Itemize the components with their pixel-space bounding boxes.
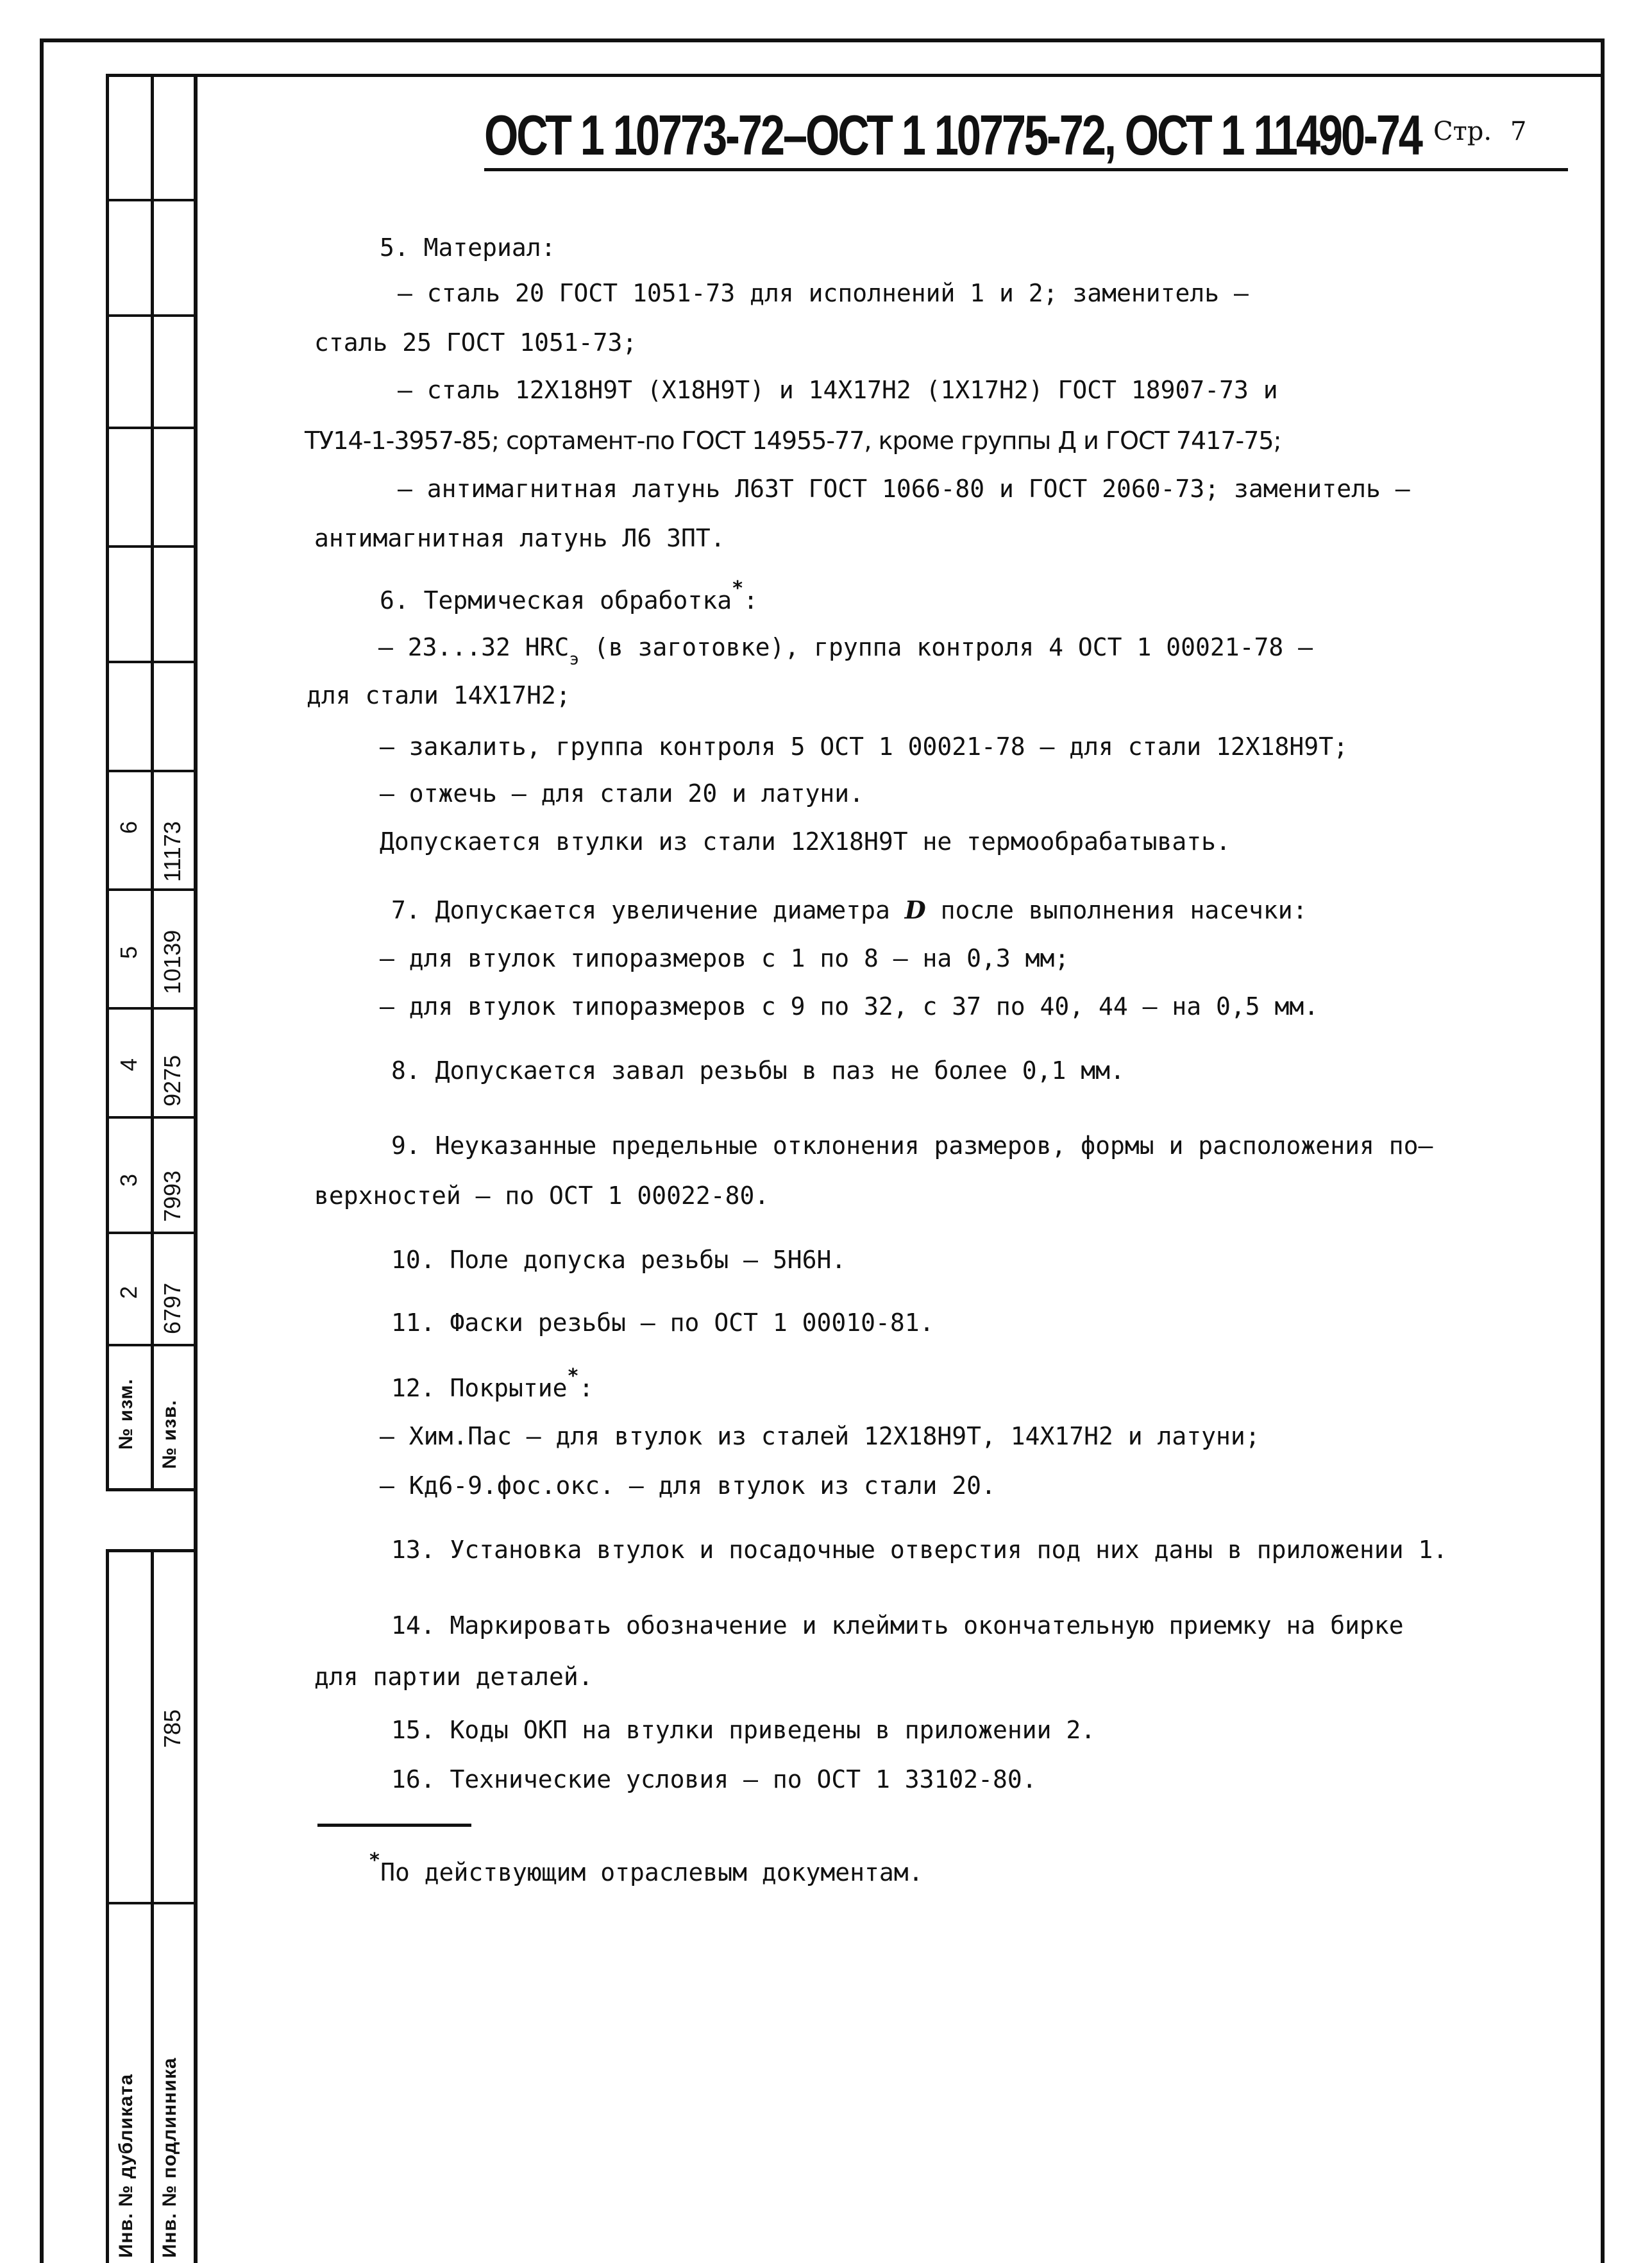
section-12-title <box>391 1365 594 1406</box>
document-title: ОСТ 1 10773-72–ОСТ 1 10775-72, ОСТ 1 11490-74 <box>484 103 1421 167</box>
notice-number: 7993 <box>159 1170 185 1222</box>
text-line: для стали 14Х17Н2; <box>307 681 571 709</box>
notice-number: 10139 <box>159 929 185 994</box>
margin-col-2-bottom <box>151 1549 154 2263</box>
text-line: – сталь 12Х18Н9Т (Х18Н9Т) и 14Х17Н2 (1Х17Н2) ГОСТ 18907-73 и <box>398 376 1278 404</box>
original-inventory-label: Инв. № подлинника <box>159 2057 180 2258</box>
change-number: 3 <box>115 1173 142 1187</box>
margin-rule <box>106 1902 196 1904</box>
text-line: – Кд6-9.фос.окс. – для втулок из стали 20. <box>380 1471 996 1500</box>
notice-number: 9275 <box>159 1055 185 1106</box>
text-line: – сталь 20 ГОСТ 1051-73 для исполнений 1 и 2; заменитель – <box>398 279 1249 307</box>
text-line: – для втулок типоразмеров с 9 по 32, с 37 по 40, 44 – на 0,5 мм. <box>380 992 1319 1021</box>
text-fragment: 12. Покрытие <box>391 1374 568 1402</box>
margin-rule <box>106 1344 196 1346</box>
text-line: – Хим.Пас – для втулок из сталей 12Х18Н9Т, 14Х17Н2 и латуни; <box>380 1422 1260 1450</box>
notice-number: 11173 <box>159 821 185 882</box>
section-8-title: 8. Допускается завал резьбы в паз не более 0,1 мм. <box>391 1056 1125 1085</box>
margin-rule <box>106 770 196 772</box>
notice-label: № изв. <box>159 1400 180 1469</box>
margin-rule <box>106 427 196 429</box>
text-fragment: (в заготовке), группа контроля 4 ОСТ 1 00021-78 – <box>579 633 1313 661</box>
margin-rule <box>106 545 196 548</box>
original-inventory-number: 785 <box>159 1709 185 1748</box>
header-underline <box>484 168 1568 171</box>
section-7-title <box>391 895 1308 926</box>
text-line: антимагнитная латунь Л6 3ПТ. <box>314 524 725 552</box>
text-fragment: 7. Допускается увеличение диаметра <box>391 896 905 924</box>
section-13-title: 13. Установка втулок и посадочные отверстия под них даны в приложении 1. <box>391 1536 1448 1564</box>
text-line: ТУ14-1-3957-85; сортамент-по ГОСТ 14955-77, кроме группы Д и ГОСТ 7417-75; <box>305 427 1281 455</box>
text-line: – отжечь – для стали 20 и латуни. <box>380 779 864 808</box>
section-6-text: 6. Термическая обработка <box>380 586 732 614</box>
text-line: Допускается втулки из стали 12Х18Н9Т не термообрабатывать. <box>380 827 1231 856</box>
margin-rule <box>106 888 196 891</box>
text-line: верхностей – по ОСТ 1 00022-80. <box>314 1182 770 1210</box>
margin-rule <box>106 1232 196 1234</box>
section-6-title <box>380 577 759 618</box>
text-line: – для втулок типоразмеров с 1 по 8 – на 0,3 мм; <box>380 944 1070 972</box>
hardness-value: – 23...32 HRC <box>378 633 569 661</box>
diameter-symbol: D <box>904 895 926 924</box>
page-label: Стр. <box>1433 117 1492 146</box>
change-number: 5 <box>115 945 142 959</box>
margin-col-1-bottom <box>106 1549 109 2263</box>
change-number: 2 <box>115 1285 142 1299</box>
footnote-rule <box>317 1824 471 1827</box>
change-label: № изм. <box>115 1378 137 1450</box>
margin-rule <box>106 1116 196 1119</box>
hardness-subscript: э <box>569 650 580 669</box>
frame-right <box>1601 38 1605 2263</box>
text-line <box>378 632 1313 669</box>
margin-col-1-top <box>106 74 109 1491</box>
footnote-text: По действующим отраслевым документам. <box>380 1858 923 1886</box>
margin-top-rule <box>106 74 1605 77</box>
section-15-title: 15. Коды ОКП на втулки приведены в приложении 2. <box>391 1716 1096 1744</box>
section-14-title: 14. Маркировать обозначение и клеймить окончательную приемку на бирке <box>391 1611 1404 1640</box>
duplicate-inventory-label: Инв. № дубликата <box>115 2073 137 2258</box>
footnote <box>369 1849 923 1890</box>
section-16-title: 16. Технические условия – по ОСТ 1 33102-80. <box>391 1765 1037 1793</box>
margin-rule <box>106 661 196 663</box>
footnote-asterisk: * <box>732 577 744 600</box>
section-10-title: 10. Поле допуска резьбы – 5Н6Н. <box>391 1246 847 1274</box>
section-9-title: 9. Неуказанные предельные отклонения размеров, формы и расположения по– <box>391 1132 1433 1160</box>
margin-col-3 <box>194 74 198 2263</box>
notice-number: 6797 <box>159 1282 185 1334</box>
text-line: сталь 25 ГОСТ 1051-73; <box>314 328 637 357</box>
margin-col-2-top <box>151 74 154 1491</box>
margin-rule <box>106 1488 196 1491</box>
text-line: – закалить, группа контроля 5 ОСТ 1 00021-78 – для стали 12Х18Н9Т; <box>380 733 1348 761</box>
change-number: 4 <box>115 1058 142 1071</box>
text-line: для партии деталей. <box>314 1663 593 1691</box>
margin-rule <box>106 314 196 317</box>
frame-left <box>40 38 44 2263</box>
page-number: 7 <box>1510 117 1527 146</box>
margin-rule <box>106 1549 196 1552</box>
footnote-asterisk: * <box>369 1849 381 1872</box>
margin-rule <box>106 1007 196 1010</box>
margin-rule <box>106 199 196 201</box>
colon: : <box>743 586 759 614</box>
section-11-title: 11. Фаски резьбы – по ОСТ 1 00010-81. <box>391 1309 934 1337</box>
section-5-title: 5. Материал: <box>380 233 556 262</box>
colon: : <box>578 1374 594 1402</box>
footnote-asterisk: * <box>567 1365 579 1387</box>
text-fragment: после выполнения насечки: <box>925 896 1308 924</box>
frame-top <box>40 38 1605 42</box>
text-line: – антимагнитная латунь Л63Т ГОСТ 1066-80 и ГОСТ 2060-73; заменитель – <box>398 475 1410 503</box>
change-number: 6 <box>115 820 142 834</box>
